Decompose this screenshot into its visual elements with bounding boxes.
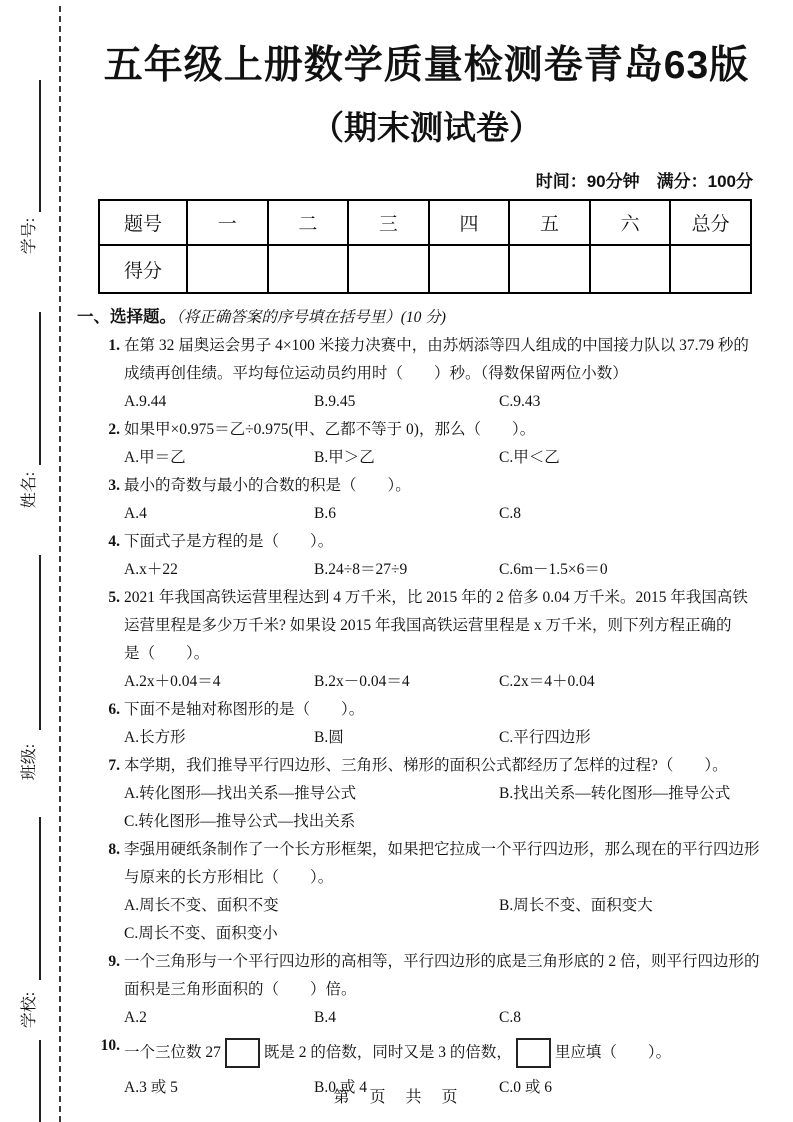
- question-line: 成绩再创佳绩。平均每位运动员约用时（ ）秒。（得数保留两位小数）: [124, 365, 628, 382]
- page-footer: 第 页 共 页: [333, 1089, 460, 1106]
- question-line: 下面不是轴对称图形的是（ ）。: [124, 701, 365, 718]
- score-cell-empty: [429, 245, 510, 293]
- option-a: A.3 或 5: [124, 1079, 178, 1096]
- time-score-info: 时间：90分钟 满分：100分: [535, 172, 753, 191]
- question-item: [98, 528, 755, 584]
- exam-content: [77, 0, 760, 1102]
- question-line: 面积是三角形面积的（ ）倍。: [124, 981, 357, 998]
- score-table-header-row: [99, 200, 751, 245]
- question-number: 6.: [108, 701, 120, 718]
- question-number: 1.: [108, 337, 120, 354]
- option-a: A.长方形: [124, 729, 186, 746]
- question-item: [98, 696, 755, 752]
- question-number: 8.: [108, 841, 120, 858]
- student-info-line: [39, 555, 41, 730]
- question-number: 9.: [108, 953, 120, 970]
- score-cell-empty: [590, 245, 671, 293]
- question-text-part: 一个三位数 27: [124, 1044, 221, 1061]
- blank-box: [516, 1038, 551, 1068]
- option-b: B.2x－0.04＝4: [314, 673, 410, 690]
- question-number: 4.: [108, 533, 120, 550]
- option-b: B.0 或 4: [314, 1079, 367, 1096]
- question-line: 与原来的长方形相比（ ）。: [124, 869, 334, 886]
- score-header-cell: 六: [590, 200, 671, 245]
- options-row: [124, 780, 755, 808]
- question-line: 下面式子是方程的是（ ）。: [124, 533, 334, 550]
- question-line: 最小的奇数与最小的合数的积是（ ）。: [124, 477, 411, 494]
- score-cell-empty: [509, 245, 590, 293]
- options-row: [124, 1004, 755, 1032]
- score-header-cell: 四: [429, 200, 510, 245]
- question-line: 一个三角形与一个平行四边形的高相等，平行四边形的底是三角形底的 2 倍，则平行四边形的: [124, 953, 760, 970]
- student-id-label: 学号:: [21, 217, 38, 255]
- score-header-cell: 五: [509, 200, 590, 245]
- student-info-line: [39, 1040, 41, 1122]
- option-a: A.x＋22: [124, 561, 178, 578]
- question-item: [98, 332, 755, 416]
- options-row: [124, 444, 755, 472]
- score-cell-empty: [348, 245, 429, 293]
- question-text-part: 既是 2 的倍数，同时又是 3 的倍数，: [263, 1044, 512, 1061]
- question-line: 在第 32 届奥运会男子 4×100 米接力决赛中，由苏炳添等四人组成的中国接力队以 37.79 秒的: [124, 337, 749, 354]
- exam-title: 五年级上册数学质量检测卷青岛63版: [103, 44, 750, 87]
- exam-subtitle: （期末测试卷）: [311, 109, 542, 146]
- option-c: C.0 或 6: [499, 1079, 552, 1096]
- question-item: [98, 472, 755, 528]
- option-b: B.24÷8＝27÷9: [314, 561, 408, 578]
- question-number: 5.: [108, 589, 120, 606]
- options-row: [124, 388, 755, 416]
- option-a: A.2x＋0.04＝4: [124, 673, 221, 690]
- student-info-line: [39, 80, 41, 212]
- question-text-part: 里应填（ ）。: [554, 1044, 672, 1061]
- question-line: 本学期，我们推导平行四边形、三角形、梯形的面积公式都经历了怎样的过程?（ ）。: [124, 757, 728, 774]
- score-header-cell: 三: [348, 200, 429, 245]
- options-row: [124, 500, 755, 528]
- question-number: 2.: [108, 421, 120, 438]
- option-c: C.2x＝4＋0.04: [499, 673, 595, 690]
- score-cell-empty: [670, 245, 751, 293]
- option-a: A.转化图形—找出关系—推导公式: [124, 785, 357, 802]
- option-b: B.圆: [314, 729, 344, 746]
- option-c: C.6m－1.5×6＝0: [499, 561, 608, 578]
- option-a: A.周长不变、面积不变: [124, 897, 279, 914]
- seal-dashed-line: [59, 6, 61, 1122]
- option-b: B.甲＞乙: [314, 449, 375, 466]
- score-header-cell: 一: [187, 200, 268, 245]
- student-class-label: 班级:: [21, 743, 38, 781]
- question-number: 3.: [108, 477, 120, 494]
- section-heading-note: （将正确答案的序号填在括号里）(10 分): [176, 309, 446, 326]
- score-cell-empty: [268, 245, 349, 293]
- options-row: [124, 668, 755, 696]
- question-number: 10.: [100, 1037, 120, 1054]
- options-row: [124, 556, 755, 584]
- question-item: [98, 752, 755, 836]
- question-line: 是（ ）。: [124, 645, 210, 662]
- option-c: C.平行四边形: [499, 729, 591, 746]
- option-c: C.转化图形—推导公式—找出关系: [124, 813, 356, 830]
- score-header-cell: 二: [268, 200, 349, 245]
- student-name-label: 姓名:: [21, 471, 38, 509]
- student-info-line: [39, 312, 41, 465]
- score-row-label: 得分: [99, 245, 187, 293]
- score-table-score-row: [99, 245, 751, 293]
- student-school-label: 学校:: [21, 991, 38, 1029]
- options-row: [124, 892, 755, 920]
- question-item: [98, 416, 755, 472]
- options-row: [124, 724, 755, 752]
- option-b: B.6: [314, 505, 336, 522]
- question-item: [98, 836, 760, 948]
- option-c: C.9.43: [499, 393, 541, 410]
- question-item: [98, 584, 755, 696]
- section-heading: [77, 303, 755, 327]
- question-list: [98, 332, 760, 1102]
- question-line: 2021 年我国高铁运营里程达到 4 万千米，比 2015 年的 2 倍多 0.04 万千米。2015 年我国高铁: [124, 589, 748, 606]
- student-info-line: [39, 817, 41, 980]
- question-line: 如果甲×0.975＝乙÷0.975(甲、乙都不等于 0)，那么（ ）。: [124, 421, 536, 438]
- option-c: C.周长不变、面积变小: [124, 925, 278, 942]
- option-c: C.甲＜乙: [499, 449, 560, 466]
- section-heading-title: 一、选择题。: [77, 307, 176, 326]
- question-line: 运营里程是多少万千米? 如果设 2015 年我国高铁运营里程是 x 万千米，则下列方程正确的: [124, 617, 732, 634]
- question-number: 7.: [108, 757, 120, 774]
- score-header-cell: 题号: [99, 200, 187, 245]
- option-c: C.8: [499, 1009, 521, 1026]
- option-c: C.8: [499, 505, 521, 522]
- option-a: A.2: [124, 1009, 147, 1026]
- question-line: [124, 1032, 755, 1074]
- option-a: A.4: [124, 505, 147, 522]
- blank-box: [225, 1038, 260, 1068]
- option-b: B.找出关系—转化图形—推导公式: [499, 785, 731, 802]
- option-b: B.9.45: [314, 393, 356, 410]
- option-a: A.甲＝乙: [124, 449, 186, 466]
- score-header-cell: 总分: [670, 200, 751, 245]
- option-a: A.9.44: [124, 393, 167, 410]
- score-cell-empty: [187, 245, 268, 293]
- question-item: [98, 948, 760, 1032]
- option-b: B.周长不变、面积变大: [499, 897, 653, 914]
- question-line: 李强用硬纸条制作了一个长方形框架，如果把它拉成一个平行四边形，那么现在的平行四边形: [124, 841, 760, 858]
- option-b: B.4: [314, 1009, 336, 1026]
- score-table: [98, 199, 752, 294]
